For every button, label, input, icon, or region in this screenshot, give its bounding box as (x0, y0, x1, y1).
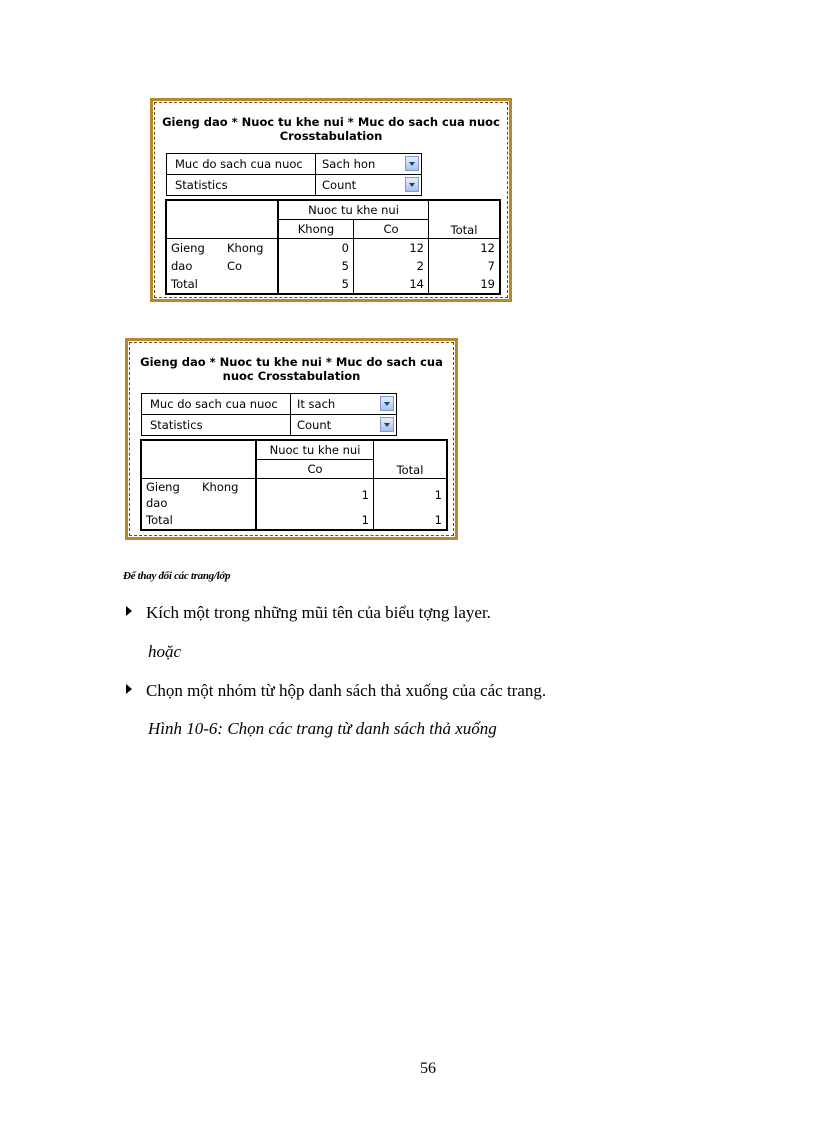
statistics-dropdown[interactable] (316, 175, 422, 196)
col-header: Co (256, 460, 374, 479)
dropdown-arrow-icon[interactable] (380, 396, 394, 411)
row-var-label: dao (171, 259, 193, 273)
statistics-dropdown-value: Count (297, 418, 332, 432)
pivot-title-line2: Crosstabulation (279, 129, 383, 143)
cell-value: 1 (256, 511, 374, 530)
crosstab-grid (165, 199, 501, 295)
total-row-label: Total (146, 513, 173, 527)
row-total: 7 (429, 257, 501, 275)
layer-dropdown-value: It sach (297, 397, 336, 411)
section-heading: Để thay đổi các trang/lớp (123, 570, 231, 582)
statistics-label: Statistics (167, 175, 316, 196)
layer-dropdown[interactable] (291, 394, 397, 415)
grand-total: 1 (374, 511, 448, 530)
layer-label: Muc do sach cua nuoc (167, 154, 316, 175)
pivot-title-line1: Gieng dao * Nuoc tu khe nui * Muc do sach cua (140, 355, 443, 369)
crosstab-pivot-table-sach-hon (150, 98, 512, 302)
bullet-item-1 (126, 603, 491, 623)
dropdown-arrow-icon[interactable] (405, 177, 419, 192)
statistics-dropdown[interactable] (291, 415, 397, 436)
row-var-label-line2: dao (146, 496, 168, 510)
row-label: Khong (223, 239, 278, 258)
cell-value: 14 (354, 275, 429, 294)
grand-total: 19 (429, 275, 501, 294)
bullet-triangle-icon (126, 684, 132, 694)
bullet-text: Chọn một nhóm từ hộp danh sách thả xuống của các trang. (146, 681, 547, 700)
cell-value: 2 (354, 257, 429, 275)
layer-selector (141, 393, 397, 436)
col-header: Khong (278, 220, 354, 239)
layer-dropdown-value: Sach hon (322, 157, 376, 171)
dropdown-arrow-icon[interactable] (405, 156, 419, 171)
pivot-title (128, 355, 455, 383)
total-col-header: Total (374, 440, 448, 479)
crosstab-grid (140, 439, 448, 531)
figure-caption: Hình 10-6: Chọn các trang từ danh sách thả xuống (148, 719, 497, 738)
bullet-triangle-icon (126, 606, 132, 616)
row-var-label: Gieng (166, 239, 223, 258)
corner-cell (141, 440, 256, 479)
row-label: Co (227, 259, 243, 273)
pivot-title (153, 115, 509, 143)
layer-label: Muc do sach cua nuoc (142, 394, 291, 415)
page-number: 56 (420, 1060, 436, 1077)
row-total: 12 (429, 239, 501, 258)
cell-value: 5 (278, 275, 354, 294)
cell-value: 0 (278, 239, 354, 258)
col-group-header: Nuoc tu khe nui (278, 200, 429, 220)
dropdown-arrow-icon[interactable] (380, 417, 394, 432)
layer-dropdown[interactable] (316, 154, 422, 175)
cell-value: 1 (256, 479, 374, 512)
pivot-title-line1: Gieng dao * Nuoc tu khe nui * Muc do sach cua nuoc (162, 115, 500, 129)
or-text: hoặc (148, 642, 182, 661)
row-var-label-line1: Gieng (146, 480, 180, 494)
cell-value: 12 (354, 239, 429, 258)
row-var-label (141, 479, 198, 512)
total-row-label: Total (171, 277, 198, 291)
crosstab-pivot-table-it-sach (125, 338, 458, 540)
bullet-item-2 (126, 681, 546, 701)
statistics-label: Statistics (142, 415, 291, 436)
total-col-header: Total (429, 200, 501, 239)
statistics-dropdown-value: Count (322, 178, 357, 192)
corner-cell (166, 200, 278, 239)
row-total: 1 (374, 479, 448, 512)
row-label: Khong (198, 479, 256, 512)
layer-selector (166, 153, 422, 196)
pivot-title-line2: nuoc Crosstabulation (222, 369, 361, 383)
col-header: Co (354, 220, 429, 239)
col-group-header: Nuoc tu khe nui (256, 440, 374, 460)
cell-value: 5 (278, 257, 354, 275)
bullet-text: Kích một trong những mũi tên của biểu tợng layer. (146, 603, 491, 622)
